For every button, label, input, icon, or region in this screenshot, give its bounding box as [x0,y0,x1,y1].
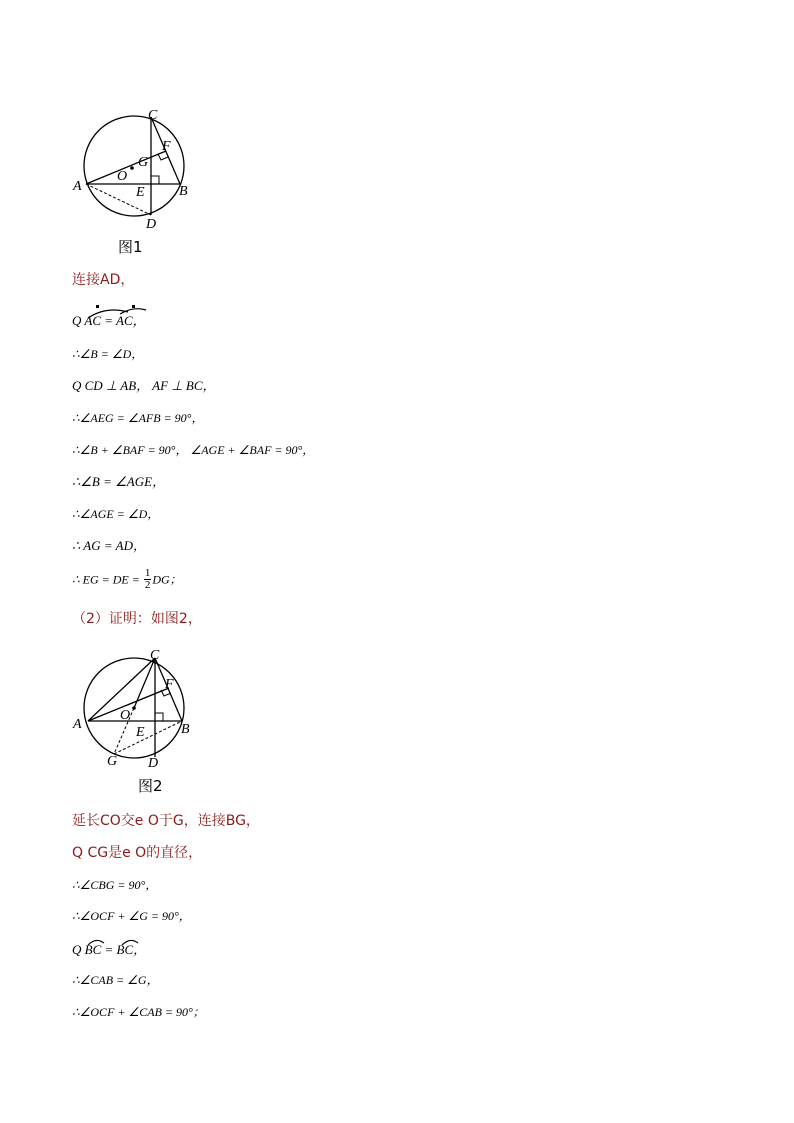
line-arc-ac: Q AC = AC， [72,312,146,329]
label-g: G [138,155,149,170]
line-connect-ad: 连接AD， [72,272,135,288]
line-ocf-cab-90: ∴∠OCF + ∠CAB = 90°； [72,1005,205,1019]
right-angle-f [158,154,168,160]
label-g: G [107,754,118,769]
figure-2 [70,644,200,774]
line-cab-eq-g: ∴∠CAB = ∠G， [72,973,159,987]
line-aeg-afb: ∴∠AEG = ∠AFB = 90°， [72,411,204,425]
segment-co [134,658,155,708]
label-d: D [148,756,159,771]
line-age-eq-d: ∴∠AGE = ∠D， [72,507,160,521]
label-f: F [165,677,174,692]
line-b-eq-age: ∴∠B = ∠AGE， [72,474,166,489]
label-d: D [146,217,157,232]
line-arc-bc: Q BC = BC， [72,941,146,958]
figure-2-diagram [70,644,200,774]
right-angle-e [151,176,159,184]
line-perpendicular: Q CD ⊥ AB， AF ⊥ BC， [72,378,216,393]
label-e: E [136,725,145,740]
segment-gb [114,721,182,754]
label-b: B [181,722,190,737]
line-cbg-90: ∴∠CBG = 90°， [72,878,158,892]
center-o-dot [130,166,134,170]
center-o-dot [132,706,136,710]
line-cg-diameter: Q CG是e O的直径， [72,845,203,861]
label-b: B [179,184,188,199]
fraction-one-half: $\frac{1}{2}$ [144,567,151,591]
figure-1 [70,104,200,234]
label-c: C [150,648,160,663]
line-ag-eq-ad: ∴ AG = AD， [72,538,146,553]
line-eg-half-dg: ∴ EG = DE = $\frac{1}{2}$ DG； [72,567,182,591]
label-f: F [162,139,171,154]
label-c: C [148,108,158,123]
line-part-2-proof: （2）证明：如图2， [72,611,202,627]
line-extend-co: 延长CO交e O于G，连接BG， [72,813,260,829]
arc-marks [84,304,164,322]
label-a: A [73,179,82,194]
label-o: O [117,169,128,184]
figure-1-caption: 图1 [118,238,143,256]
figure-2-caption: 图2 [138,777,163,795]
circle-o [84,116,184,216]
line-b-eq-d: ∴∠B = ∠D， [72,347,144,361]
label-a: A [73,717,82,732]
label-o: O [120,708,131,723]
arc-marks-bc [86,935,146,949]
line-ocf-g-90: ∴∠OCF + ∠G = 90°， [72,909,191,923]
right-angle-e [155,713,163,721]
label-e: E [136,185,145,200]
figure-1-diagram [70,104,200,234]
line-angle-sums: ∴∠B + ∠BAF = 90°， ∠AGE + ∠BAF = 90°， [72,443,315,457]
